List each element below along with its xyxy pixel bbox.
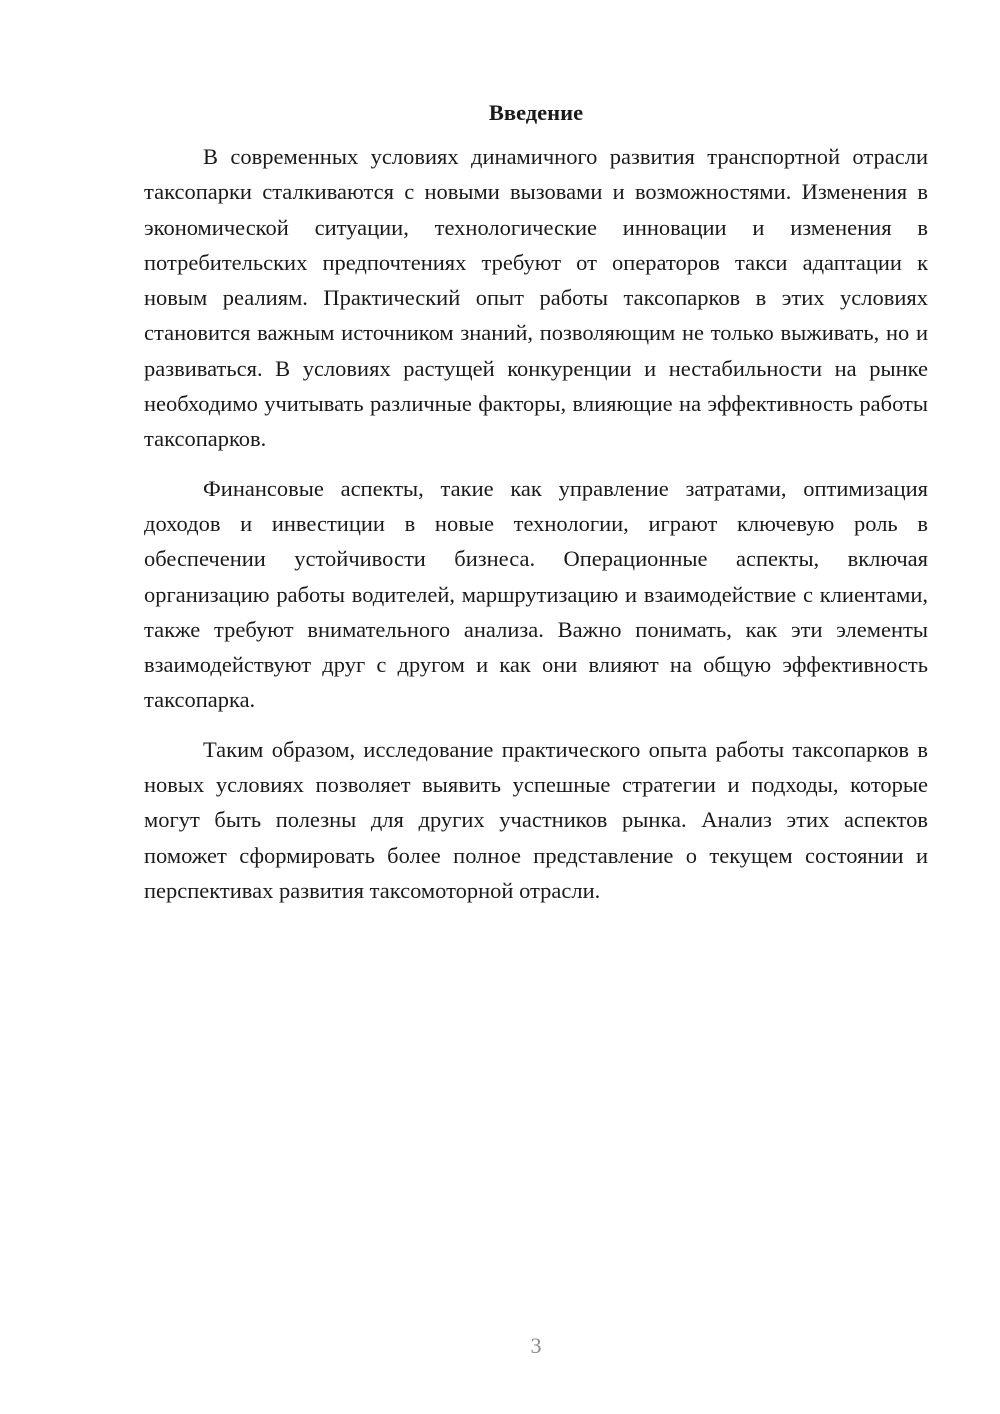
page-number: 3	[530, 1333, 542, 1358]
page-content	[144, 96, 928, 908]
paragraph-2: Финансовые аспекты, такие как управление затратами, оптимизация доходов и инвестиции в новые технологии, играют ключевую роль в обеспечении устойчивости бизнеса. Операционные аспекты, включая организацию работы водителей, маршрутизацию и взаимодействие с клиентами, также требуют внимательного анализа. Важно понимать, как эти элементы взаимодействуют друг с другом и как они влияют на общую эффективность таксопарка.	[144, 475, 928, 713]
paragraph-1: В современных условиях динамичного развития транспортной отрасли таксопарки сталкиваются с новыми вызовами и возможностями. Изменения в экономической ситуации, технологические инновации и изменения в потребительских предпочтениях требуют от операторов такси адаптации к новым реалиям. Практический опыт работы таксопарков в этих условиях становится важным источником знаний, позволяющим не только выживать, но и развиваться. В условиях растущей конкуренции и нестабильности на рынке необходимо учитывать различные факторы, влияющие на эффективность работы таксопарков.	[144, 144, 928, 452]
paragraph-3: Таким образом, исследование практического опыта работы таксопарков в новых условиях позволяет выявить успешные стратегии и подходы, которые могут быть полезны для других участников рынка. Анализ этих аспектов поможет сформировать более полное представление о текущем состоянии и перспективах развития таксомоторной отрасли.	[144, 736, 928, 903]
section-heading: Введение	[488, 100, 584, 125]
